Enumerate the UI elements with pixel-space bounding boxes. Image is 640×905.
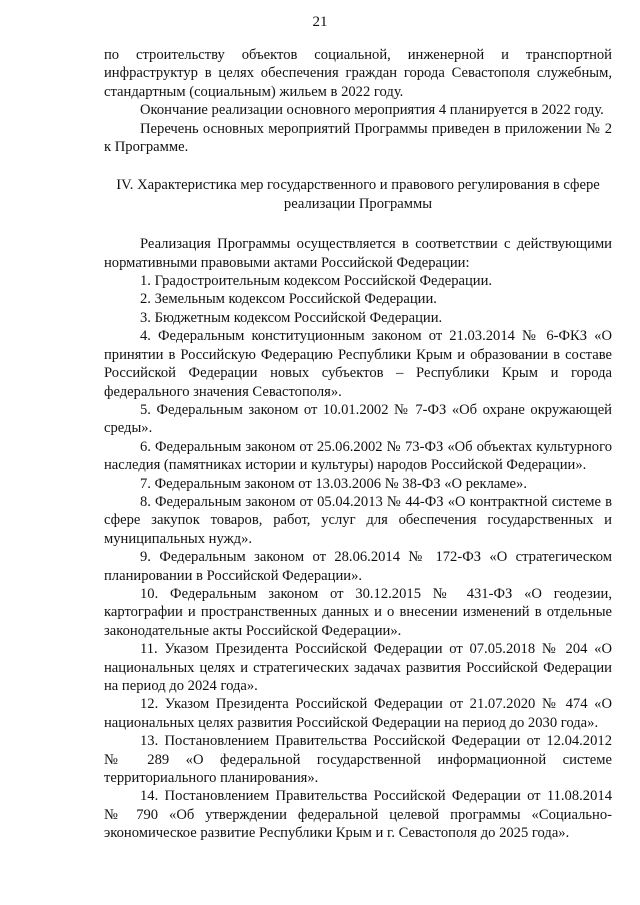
- intro-paragraph: Окончание реализации основного мероприятия 4 планируется в 2022 году.: [140, 102, 604, 119]
- list-item: 5. Федеральным законом от 10.01.2002 № 7-ФЗ «Об охране окружающей среды».: [104, 401, 612, 437]
- list-item: 6. Федеральным законом от 25.06.2002 № 73-ФЗ «Об объектах культурного наследия (памятниках истории и культуры) народов Российской Федерации».: [104, 438, 612, 474]
- list-item: 9. Федеральным законом от 28.06.2014 № 172-ФЗ «О стратегическом планировании в Российской Федерации».: [104, 549, 612, 584]
- list-item: 4. Федеральным конституционным законом от 21.03.2014 № 6-ФКЗ «О принятии в Российскую Федерацию Республики Крым и образовании в составе Российской Федерации новых субъектов – Республики Крым и города федерального значения Севастополя».: [104, 328, 612, 400]
- intro-paragraph: Перечень основных мероприятий Программы приведен в приложении № 2 к Программе.: [104, 120, 612, 156]
- section-intro: Реализация Программы осуществляется в соответствии с действующими нормативными правовыми актами Российской Федерации:: [104, 236, 612, 271]
- intro-paragraph: по строительству объектов социальной, инженерной и транспортной инфраструктур в целях обеспечения граждан города Севастополя служебным, стандартным (социальным) жильем в 2022 году.: [104, 47, 612, 100]
- list-item: 10. Федеральным законом от 30.12.2015 № 431-ФЗ «О геодезии, картографии и пространственных данных и о внесении изменений в отдельные законодательные акты Российской Федерации».: [104, 585, 612, 639]
- list-item: 1. Градостроительным кодексом Российской Федерации.: [140, 273, 493, 290]
- list-item: 3. Бюджетным кодексом Российской Федерации.: [140, 309, 443, 326]
- list-item: 2. Земельным кодексом Российской Федерации.: [140, 291, 437, 308]
- list-item: 13. Постановлением Правительства Российской Федерации от 12.04.2012 № 289 «О федеральной государственной информационной системе территориального планирования».: [104, 733, 612, 787]
- document-body: [104, 46, 612, 843]
- section-heading: IV. Характеристика мер государственного и правового регулирования в сфере реализации Программы: [116, 177, 600, 212]
- list-item: 11. Указом Президента Российской Федерации от 07.05.2018 № 204 «О национальных целях и стратегических задачах развития Российской Федерации на период до 2024 года».: [104, 641, 612, 694]
- list-item: 8. Федеральным законом от 05.04.2013 № 44-ФЗ «О контрактной системе в сфере закупок товаров, работ, услуг для обеспечения государственных и муниципальных нужд».: [104, 493, 612, 547]
- list-item: 7. Федеральным законом от 13.03.2006 № 38-ФЗ «О рекламе».: [140, 475, 527, 492]
- list-item: 14. Постановлением Правительства Российской Федерации от 11.08.2014 № 790 «Об утверждении федеральной целевой программы «Социально-экономическое развитие Республики Крым и г. Севастополя до 2025 года».: [104, 788, 612, 842]
- list-item: 12. Указом Президента Российской Федерации от 21.07.2020 № 474 «О национальных целях развития Российской Федерации на период до 2030 года».: [104, 696, 612, 731]
- page-number: 21: [312, 14, 328, 30]
